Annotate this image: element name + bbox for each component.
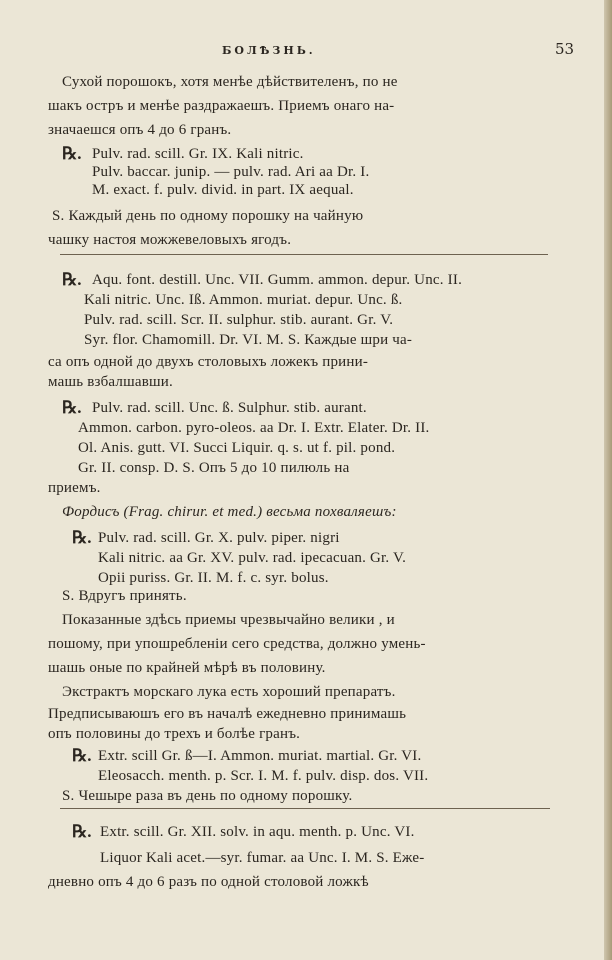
recipe-line: Pulv. rad. scill. Unc. ß. Sulphur. stib. aurant. [92, 400, 367, 416]
recipe-line: Aqu. font. destill. Unc. VII. Gumm. ammon. depur. Unc. II. [92, 272, 463, 288]
recipe-symbol: ℞. [72, 528, 92, 547]
text-line: S. Вдругъ принять. [62, 588, 187, 604]
text-line: Экстрактъ морскаго лука есть хороший препаратъ. [62, 684, 396, 700]
recipe-symbol: ℞. [62, 398, 82, 417]
text-line: значаешся опъ 4 до 6 гранъ. [48, 122, 232, 138]
running-title: БОЛѢЗНЬ. [222, 44, 316, 57]
recipe-symbol: ℞. [62, 144, 82, 163]
recipe-line: Pulv. rad. scill. Scr. II. sulphur. stib. aurant. Gr. V. [84, 312, 394, 328]
page-header [0, 40, 612, 64]
recipe-line: Pulv. baccar. junip. — pulv. rad. Ari aa Dr. I. [92, 164, 370, 180]
recipe-line: Pulv. rad. scill. Gr. X. pulv. piper. nigri [98, 530, 340, 546]
recipe-line: Opii puriss. Gr. II. M. f. c. syr. bolus. [98, 570, 329, 586]
page-edge [604, 0, 612, 960]
text-line: Показанные здѣсь приемы чрезвычайно велики , и [62, 612, 395, 628]
recipe-line: Pulv. rad. scill. Gr. IX. Kali nitric. [92, 146, 304, 162]
text-line: шакъ остръ и менѣе раздражаешъ. Приемъ онаго на- [48, 98, 395, 114]
recipe-symbol: ℞. [72, 822, 92, 841]
recipe-line: Gr. II. consp. D. S. Опъ 5 до 10 пилюль на [78, 460, 350, 476]
recipe-line: Eleosacch. menth. p. Scr. I. M. f. pulv. disp. dos. VII. [98, 768, 429, 784]
text-line: пошому, при упошребленiи сего средства, должно умень- [48, 636, 426, 652]
section-divider [60, 808, 550, 809]
page-number: 53 [555, 40, 575, 58]
text-line: приемъ. [48, 480, 101, 496]
text-line: Предписываюшъ его въ началѣ ежедневно принимашь [48, 706, 407, 722]
recipe-symbol: ℞. [62, 270, 82, 289]
text-line: шашь оные по крайней мѣрѣ въ половину. [48, 660, 326, 676]
text-line: опъ половины до трехъ и болѣе гранъ. [48, 726, 301, 742]
recipe-line: Extr. scill. Gr. XII. solv. in aqu. menth. p. Unc. VI. [100, 824, 415, 840]
recipe-line: M. exact. f. pulv. divid. in part. IX aequal. [92, 182, 354, 198]
text-line: Сухой порошокъ, хотя менѣе дѣйствителенъ, по не [62, 74, 398, 90]
recipe-line: Ammon. carbon. pyro-oleos. aa Dr. I. Extr. Elater. Dr. II. [78, 420, 430, 436]
text-line: Фордисъ (Frag. chirur. et med.) весьма похваляешъ: [62, 504, 397, 520]
recipe-line: Ol. Anis. gutt. VI. Succi Liquir. q. s. ut f. pil. pond. [78, 440, 396, 456]
recipe-line: Kali nitric. Unc. Iß. Ammon. muriat. depur. Unc. ß. [84, 292, 403, 308]
recipe-symbol: ℞. [72, 746, 92, 765]
text-line: чашку настоя можжевеловыхъ ягодъ. [48, 232, 292, 248]
text-line: машь взбалшавши. [48, 374, 173, 390]
text-line: са опъ одной до двухъ столовыхъ ложекъ прини- [48, 354, 369, 370]
section-divider [60, 254, 548, 255]
recipe-line: Extr. scill Gr. ß—I. Ammon. muriat. martial. Gr. VI. [98, 748, 422, 764]
recipe-line: Syr. flor. Chamomill. Dr. VI. M. S. Каждые шри ча- [84, 332, 413, 348]
text-line: S. Каждый день по одному порошку на чайную [52, 208, 364, 224]
text-line: S. Чешыре раза въ день по одному порошку. [62, 788, 353, 804]
recipe-line: Kali nitric. aa Gr. XV. pulv. rad. ipecacuan. Gr. V. [98, 550, 407, 566]
recipe-line: Liquor Kali acet.—syr. fumar. aa Unc. I. M. S. Еже- [100, 850, 425, 866]
text-line: дневно опъ 4 до 6 разъ по одной столовой ложкѣ [48, 874, 369, 890]
